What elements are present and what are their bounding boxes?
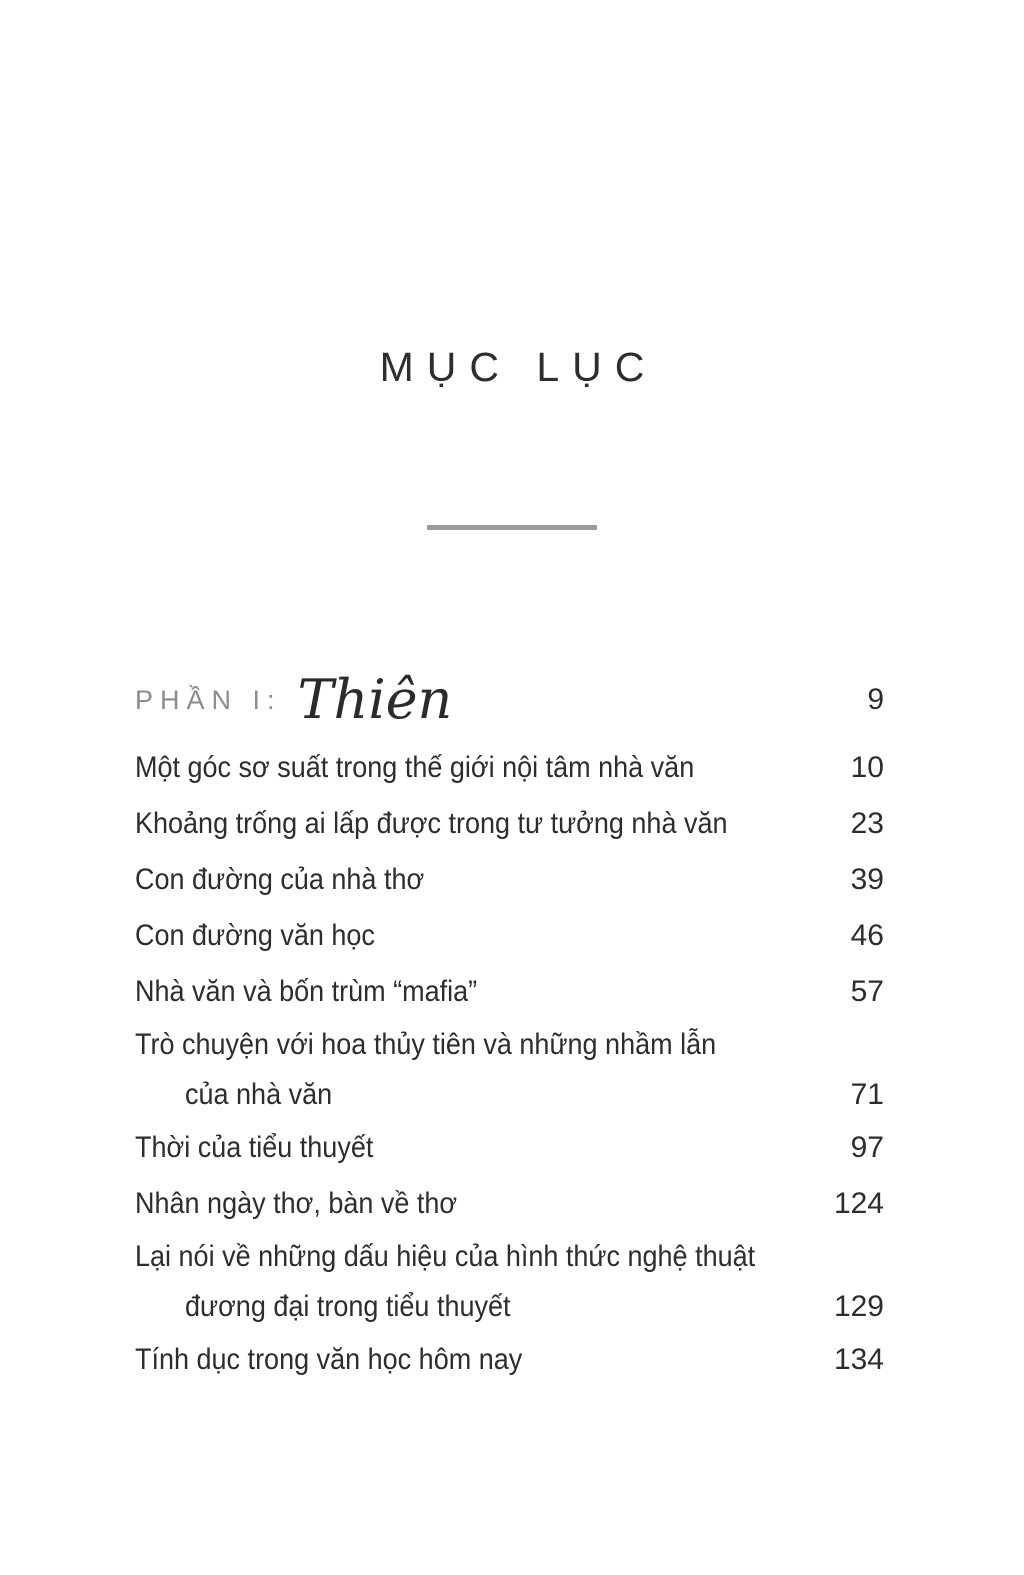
toc-entry-title: Con đường của nhà thơ bbox=[135, 863, 425, 896]
part-heading-row bbox=[135, 660, 884, 740]
toc-entry-lines bbox=[135, 1020, 851, 1120]
toc-entry-page: 97 bbox=[850, 1131, 884, 1164]
part-name: Thiên bbox=[297, 668, 453, 731]
toc-entry bbox=[135, 964, 884, 1020]
toc-entry-page: 10 bbox=[850, 751, 884, 784]
toc-entry bbox=[135, 1232, 884, 1332]
toc-entry-title-continued: của nhà văn bbox=[185, 1078, 333, 1111]
toc-entry bbox=[135, 1332, 884, 1388]
toc-entry bbox=[135, 1176, 884, 1232]
toc-entry-page: 134 bbox=[833, 1343, 884, 1376]
toc-entry bbox=[135, 908, 884, 964]
toc-entry-page: 71 bbox=[850, 1078, 884, 1111]
part-page-number: 9 bbox=[867, 683, 884, 716]
toc-entry-page: 46 bbox=[850, 919, 884, 952]
toc-entry-title: Con đường văn học bbox=[135, 919, 375, 952]
toc-entry-page: 23 bbox=[850, 807, 884, 840]
toc-list bbox=[135, 660, 884, 1388]
toc-entry bbox=[135, 852, 884, 908]
part-heading bbox=[135, 668, 453, 731]
part-label: PHẦN I: bbox=[135, 684, 282, 715]
toc-entry-page: 124 bbox=[833, 1187, 884, 1220]
page-title: MỤC LỤC bbox=[379, 344, 658, 390]
toc-entry-lines bbox=[135, 1232, 834, 1332]
toc-entry bbox=[135, 740, 884, 796]
toc-entry-title: Lại nói về những dấu hiệu của hình thức nghệ thuật bbox=[135, 1240, 756, 1273]
toc-entry bbox=[135, 1020, 884, 1120]
toc-entry-title-continued: đương đại trong tiểu thuyết bbox=[185, 1290, 511, 1323]
toc-entry bbox=[135, 1120, 884, 1176]
toc-entry bbox=[135, 796, 884, 852]
toc-entry-title: Một góc sơ suất trong thế giới nội tâm nhà văn bbox=[135, 751, 695, 784]
toc-entry-title: Thời của tiểu thuyết bbox=[135, 1131, 374, 1164]
toc-entry-title: Nhà văn và bốn trùm “mafia” bbox=[135, 975, 478, 1008]
toc-entry-title: Trò chuyện với hoa thủy tiên và những nhầm lẫn bbox=[135, 1028, 717, 1061]
toc-entry-page: 129 bbox=[833, 1290, 884, 1323]
divider-rule bbox=[427, 525, 597, 530]
toc-entry-title: Tính dục trong văn học hôm nay bbox=[135, 1343, 523, 1376]
toc-entry-title: Nhân ngày thơ, bàn về thơ bbox=[135, 1187, 458, 1220]
toc-entry-title: Khoảng trống ai lấp được trong tư tưởng nhà văn bbox=[135, 807, 728, 840]
toc-entry-page: 39 bbox=[850, 863, 884, 896]
toc-entry-page: 57 bbox=[850, 975, 884, 1008]
